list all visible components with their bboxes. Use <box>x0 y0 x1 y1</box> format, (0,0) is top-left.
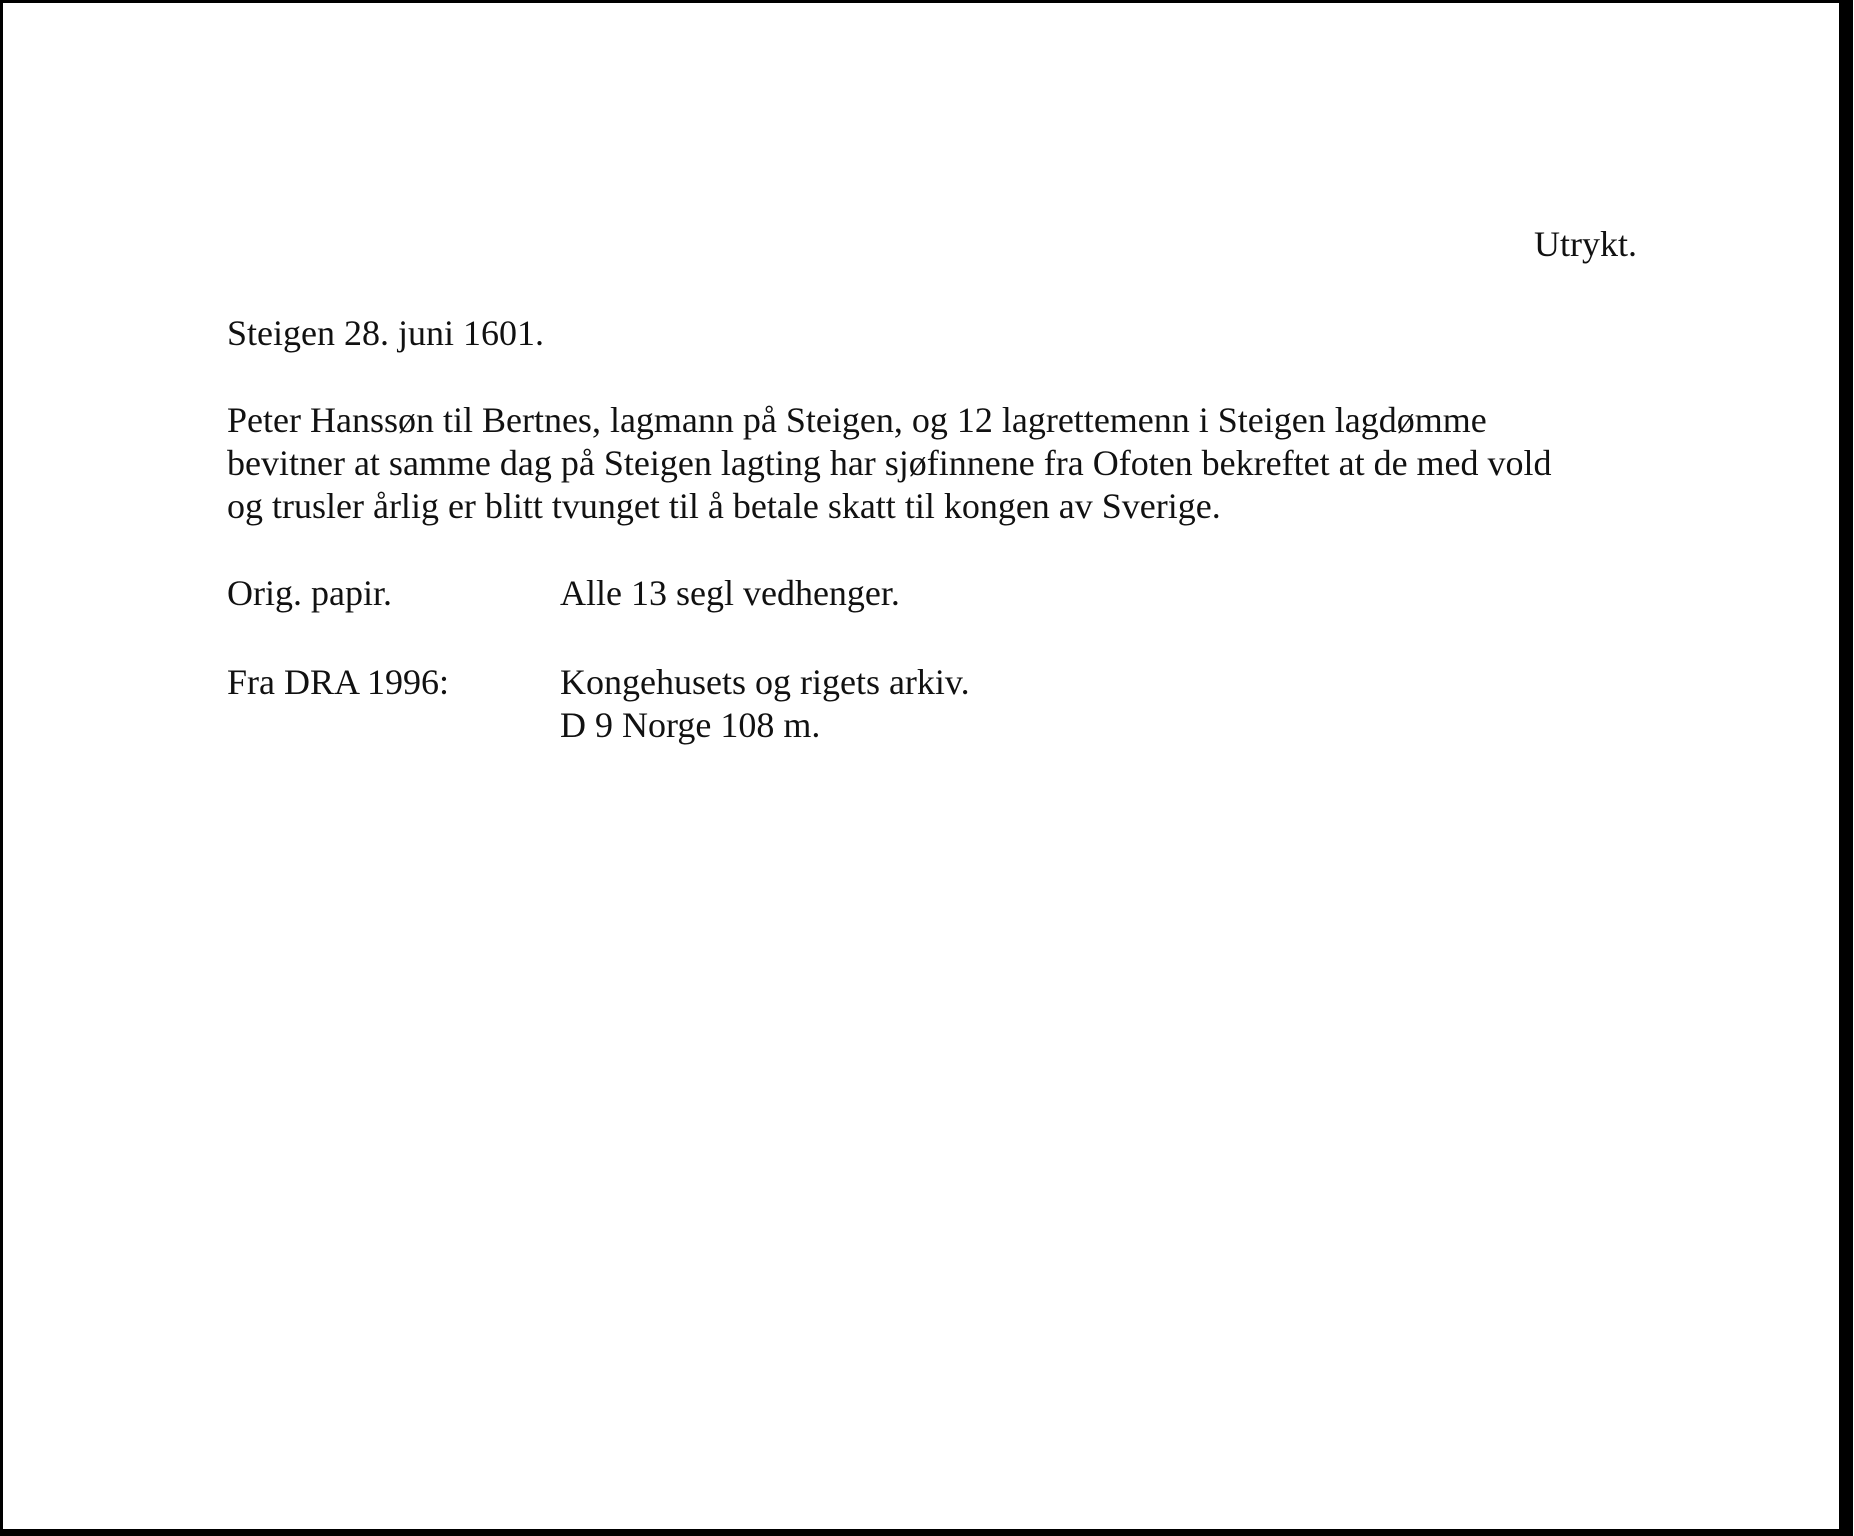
summary-line: og trusler årlig er blitt tvunget til å betale skatt til kongen av Sverige. <box>227 486 1221 526</box>
print-status: Utrykt. <box>1534 224 1637 264</box>
summary-line: bevitner at samme dag på Steigen lagting har sjøfinnene fra Ofoten bekreftet at de med vold <box>227 443 1552 483</box>
source-label: Fra DRA 1996: <box>227 662 450 702</box>
original-label: Orig. papir. <box>227 573 392 613</box>
document-summary <box>227 399 1647 528</box>
source-reference: D 9 Norge 108 m. <box>560 705 821 745</box>
summary-line: Peter Hanssøn til Bertnes, lagmann på Steigen, og 12 lagrettemenn i Steigen lagdømme <box>227 400 1487 440</box>
original-value: Alle 13 segl vedhenger. <box>560 573 900 613</box>
dateline: Steigen 28. juni 1601. <box>227 313 544 353</box>
source-archive: Kongehusets og rigets arkiv. <box>560 662 970 702</box>
